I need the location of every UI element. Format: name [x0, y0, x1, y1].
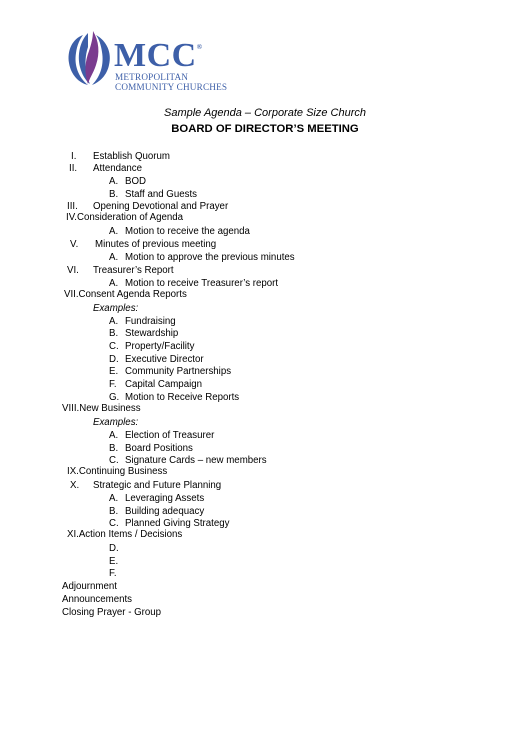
item-line: IX.Continuing Business: [67, 466, 168, 477]
subitem-letter: C.: [109, 518, 119, 529]
subitem-letter: B.: [109, 506, 119, 517]
item-number: V.: [70, 239, 79, 250]
item-text: Minutes of previous meeting: [95, 239, 217, 250]
subitem-text: Signature Cards – new members: [125, 455, 267, 466]
item-text: Attendance: [93, 163, 143, 174]
subitem-text: BOD: [125, 176, 146, 187]
subitem-text: Board Positions: [125, 443, 193, 454]
item-number: I.: [71, 151, 77, 162]
item-number: VI.: [67, 265, 79, 276]
examples-label: Examples:: [93, 303, 139, 314]
subitem-letter: C.: [109, 455, 119, 466]
mcc-flame-globe-icon: [66, 29, 112, 89]
subitem-letter: B.: [109, 328, 119, 339]
subitem-letter: B.: [109, 443, 119, 454]
subitem-text: Capital Campaign: [125, 379, 203, 390]
item-number: II.: [69, 163, 78, 174]
document-subtitle: Sample Agenda – Corporate Size Church: [164, 107, 366, 119]
item-line: VII.Consent Agenda Reports: [64, 289, 187, 300]
subitem-letter: A.: [109, 176, 119, 187]
item-text: Strategic and Future Planning: [93, 480, 222, 491]
subitem-letter: A.: [109, 252, 119, 263]
subitem-text: Fundraising: [125, 316, 176, 327]
subitem-letter: E.: [109, 556, 119, 567]
closing-prayer-line: Closing Prayer - Group: [62, 607, 162, 618]
subitem-letter: G.: [109, 392, 120, 403]
subitem-text: Election of Treasurer: [125, 430, 215, 441]
subitem-letter: A.: [109, 316, 119, 327]
item-text: Opening Devotional and Prayer: [93, 201, 229, 212]
item-number: III.: [67, 201, 78, 212]
subitem-letter: E.: [109, 366, 119, 377]
subitem-letter: A.: [109, 493, 119, 504]
subitem-letter: F.: [109, 568, 117, 579]
subitem-text: Motion to receive Treasurer’s report: [125, 278, 279, 289]
subitem-text: Motion to approve the previous minutes: [125, 252, 295, 263]
examples-label: Examples:: [93, 417, 139, 428]
logo-line-2: COMMUNITY CHURCHES: [115, 82, 228, 92]
subitem-text: Community Partnerships: [125, 366, 232, 377]
subitem-text: Staff and Guests: [125, 189, 197, 200]
logo-wordmark: MCC®: [114, 37, 203, 74]
item-line: VIII.New Business: [62, 403, 141, 414]
subitem-text: Property/Facility: [125, 341, 195, 352]
item-line: XI.Action Items / Decisions: [67, 529, 183, 540]
registered-mark: ®: [196, 43, 203, 51]
subitem-letter: D.: [109, 354, 119, 365]
document-title: BOARD OF DIRECTOR’S MEETING: [171, 123, 359, 135]
subitem-letter: A.: [109, 226, 119, 237]
subitem-text: Planned Giving Strategy: [125, 518, 230, 529]
subitem-text: Motion to Receive Reports: [125, 392, 240, 403]
mcc-logo: [66, 29, 236, 93]
logo-line-1: METROPOLITAN: [115, 72, 189, 82]
subitem-text: Executive Director: [125, 354, 204, 365]
item-number: X.: [70, 480, 80, 491]
subitem-text: Building adequacy: [125, 506, 205, 517]
subitem-letter: A.: [109, 430, 119, 441]
subitem-text: Leveraging Assets: [125, 493, 205, 504]
subitem-text: Motion to receive the agenda: [125, 226, 250, 237]
item-text: Treasurer’s Report: [93, 265, 174, 276]
subitem-letter: F.: [109, 379, 117, 390]
subitem-letter: C.: [109, 341, 119, 352]
item-text: Establish Quorum: [93, 151, 170, 162]
subitem-text: Stewardship: [125, 328, 179, 339]
subitem-letter: D.: [109, 543, 119, 554]
item-line: IV.Consideration of Agenda: [66, 212, 184, 223]
announcements-line: Announcements: [62, 594, 133, 605]
subitem-letter: B.: [109, 189, 119, 200]
adjournment-line: Adjournment: [62, 581, 117, 592]
subitem-letter: A.: [109, 278, 119, 289]
